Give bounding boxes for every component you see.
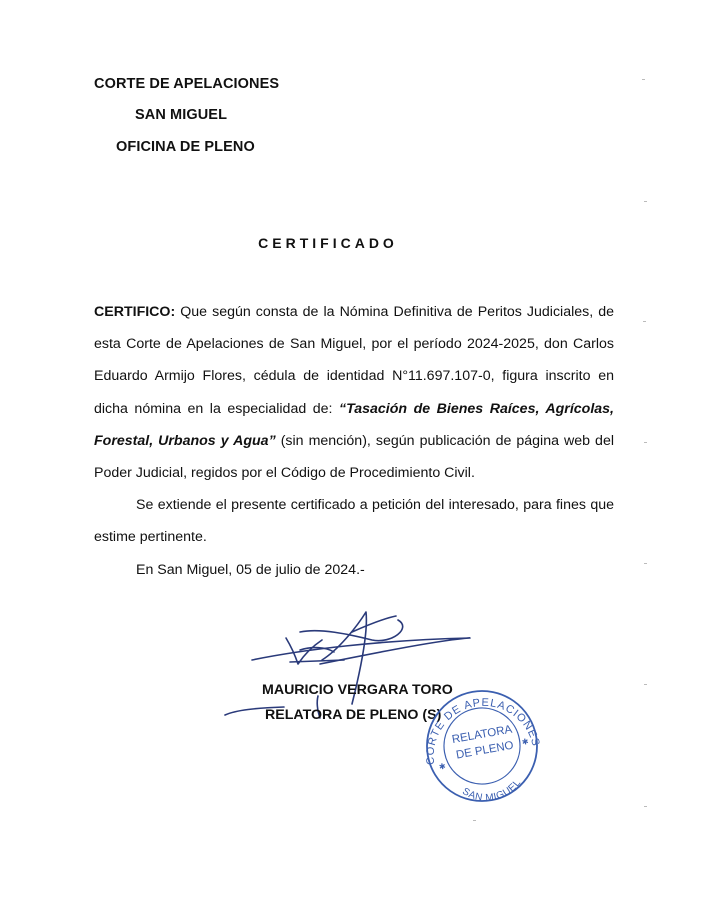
certify-lead: CERTIFICO:	[94, 304, 176, 320]
certify-text: Que según consta de la Nómina Definitiva de Peritos Judiciales, de esta Corte de Apelaciones de San Miguel, por el período 2024-2025, don Carlos Eduardo Armijo Flores, cédula de identidad N°11.697.107-0, figura inscrito en dicha nómina en la especialidad de:	[94, 304, 614, 417]
scan-speck	[473, 820, 476, 821]
stamp-star-left: ✱	[438, 761, 447, 772]
stamp-bottom-text: SAN MIGUEL	[460, 777, 524, 804]
header-office: OFICINA DE PLENO	[116, 139, 255, 155]
scan-speck	[644, 563, 647, 564]
scan-speck	[643, 321, 646, 322]
stamp-inner-line1: RELATORA	[451, 723, 514, 747]
stamp-inner-line2: DE PLENO	[455, 739, 515, 762]
scan-speck	[644, 806, 647, 807]
scan-speck	[642, 79, 645, 80]
scan-speck	[644, 684, 647, 685]
scan-speck	[644, 442, 647, 443]
document-title: CERTIFICADO	[258, 235, 398, 251]
signer-role: RELATORA DE PLENO (S)	[265, 707, 442, 723]
paragraph-request: Se extiende el presente certificado a petición del interesado, para fines que estime pertinente.	[94, 497, 614, 546]
certify-text-end: (sin mención), según publicación de página web del Poder Judicial, regidos por el Código de Procedimiento Civil.	[94, 432, 614, 482]
stamp-star-right: ✱	[521, 736, 530, 747]
stamp-top-text: CORTE DE APELACIONES	[424, 696, 542, 766]
specialty: “Tasación de Bienes Raíces, Agrícolas, Forestal, Urbanos y Agua”	[94, 400, 614, 449]
header-court: CORTE DE APELACIONES	[94, 76, 280, 92]
header-city: SAN MIGUEL	[135, 107, 228, 123]
signer-name: MAURICIO VERGARA TORO	[262, 682, 453, 698]
paragraph-date: En San Miguel, 05 de julio de 2024.-	[136, 561, 365, 578]
scan-speck	[644, 201, 647, 202]
